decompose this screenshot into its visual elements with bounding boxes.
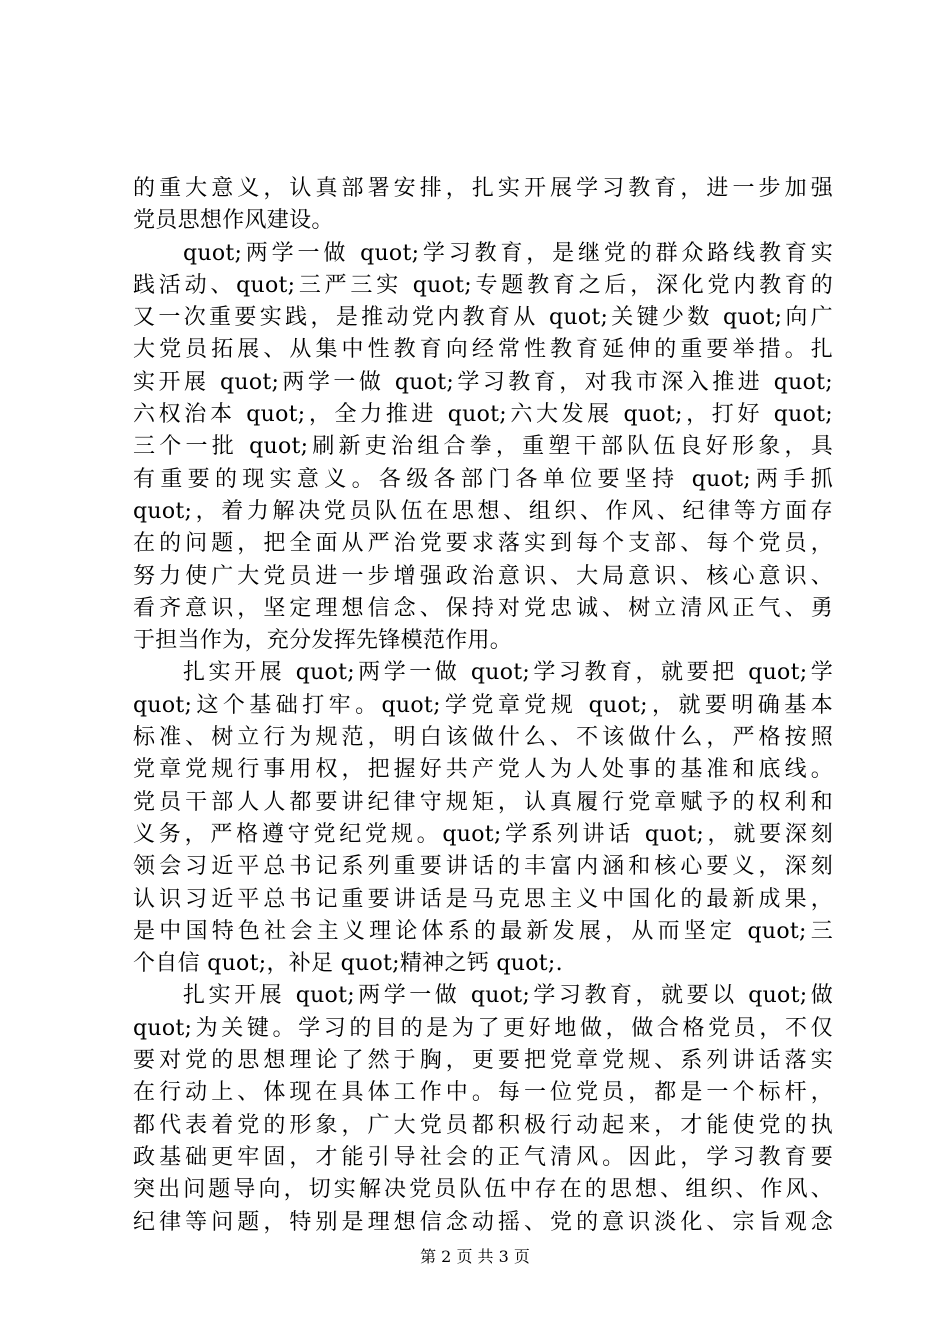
page-number-footer: 第 2 页 共 3 页 [420,1247,530,1266]
text-line: 大党员拓展、从集中性教育向经常性教育延伸的重要举措。扎 [133,337,833,363]
text-line: 党员干部人人都要讲纪律守规矩，认真履行党章赋予的权利和 [133,789,833,815]
text-line: 六权治本 quot;，全力推进 quot;六大发展 quot;，打好 quot; [133,402,833,428]
text-line: 于担当作为，充分发挥先锋模范作用。 [133,628,513,654]
text-line: 在行动上、体现在具体工作中。每一位党员，都是一个标杆， [133,1080,833,1106]
text-line: 扎实开展 quot;两学一做 quot;学习教育，就要以 quot;做 [183,983,833,1009]
text-line: 个自信 quot;，补足 quot;精神之钙 quot;. [133,951,563,977]
text-line: 标准、树立行为规范，明白该做什么、不该做什么，严格按照 [133,725,833,751]
text-line: 义务，严格遵守党纪党规。quot;学系列讲话 quot;，就要深刻 [133,821,833,847]
text-line: 努力使广大党员进一步增强政治意识、大局意识、核心意识、 [133,563,833,589]
text-line: 的重大意义，认真部署安排，扎实开展学习教育，进一步加强 [133,176,833,201]
text-line: 党员思想作风建设。 [133,208,334,234]
text-line: 要对党的思想理论了然于胸，更要把党章党规、系列讲话落实 [133,1048,833,1074]
text-line: 领会习近平总书记系列重要讲话的丰富内涵和核心要义，深刻 [133,854,833,880]
text-line: 党章党规行事用权，把握好共产党人为人处事的基准和底线。 [133,757,833,783]
text-line: 实开展 quot;两学一做 quot;学习教育，对我市深入推进 quot; [133,369,833,395]
text-line: quot;两学一做 quot;学习教育，是继党的群众路线教育实 [183,240,833,266]
text-line: 是中国特色社会主义理论体系的最新发展，从而坚定 quot;三 [133,918,833,944]
text-line: 都代表着党的形象，广大党员都积极行动起来，才能使党的执 [133,1112,833,1138]
text-line: 有重要的现实意义。各级各部门各单位要坚持 quot;两手抓 [133,466,833,492]
text-line: 在的问题，把全面从严治党要求落实到每个支部、每个党员， [133,531,833,557]
text-line: quot;这个基础打牢。quot;学党章党规 quot;，就要明确基本 [133,692,833,718]
text-line: 践活动、quot;三严三实 quot;专题教育之后，深化党内教育的 [133,272,833,298]
text-line: 纪律等问题，特别是理想信念动摇、党的意识淡化、宗旨观念 [133,1209,833,1235]
text-line: 认识习近平总书记重要讲话是马克思主义中国化的最新成果， [133,886,833,912]
text-line: quot;，着力解决党员队伍在思想、组织、作风、纪律等方面存 [133,498,833,524]
text-line: quot;为关键。学习的目的是为了更好地做，做合格党员，不仅 [133,1015,833,1041]
text-line: 三个一批 quot;刷新吏治组合拳，重塑干部队伍良好形象，具 [133,434,833,460]
document-body [133,173,833,1239]
text-line: 看齐意识，坚定理想信念、保持对党忠诚、树立清风正气、勇 [133,595,833,621]
text-line: 又一次重要实践，是推动党内教育从 quot;关键少数 quot;向广 [133,305,833,331]
text-line: 政基础更牢固，才能引导社会的正气清风。因此，学习教育要 [133,1144,833,1170]
text-line: 突出问题导向，切实解决党员队伍中存在的思想、组织、作风、 [133,1177,833,1203]
text-line: 扎实开展 quot;两学一做 quot;学习教育，就要把 quot;学 [183,660,833,686]
